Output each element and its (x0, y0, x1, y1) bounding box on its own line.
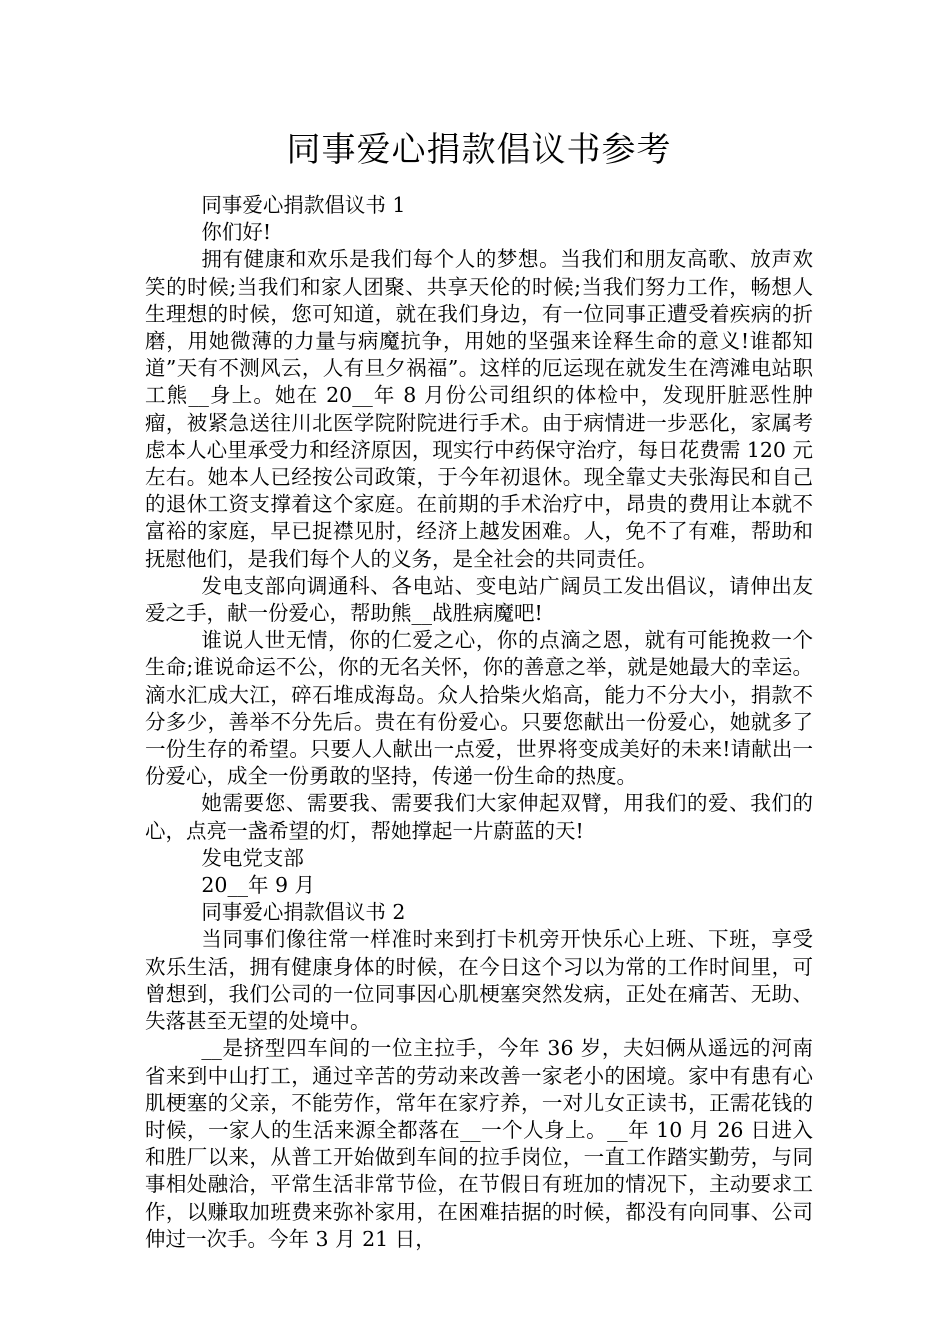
signature-organization: 发电党支部 (201, 845, 304, 870)
document-page (145, 120, 813, 1253)
paragraph: 拥有健康和欢乐是我们每个人的梦想。当我们和朋友高歌、放声欢笑的时候;当我们和家人团聚、共享天伦的时候;当我们努力工作，畅想人生理想的时候，您可知道，就在我们身边，有一位同事正遭受着疾病的折磨，用她微薄的力量与病魔抗争，用她的坚强来诠释生命的意义!谁都知道”天有不测风云，人有旦夕祸福”。这样的厄运现在就发生在湾滩电站职工熊__身上。她在 20__年 8 月份公司组织的体检中，发现肝脏恶性肿瘤，被紧急送往川北医学院附院进行手术。由于病情进一步恶化，家属考虑本人心里承受力和经济原因，现实行中药保守治疗，每日花费需 120 元左右。她本人已经按公司政策，于今年初退休。现全靠丈夫张海民和自己的退休工资支撑着这个家庭。在前期的手术治疗中，昂贵的费用让本就不富裕的家庭，早已捉襟见肘，经济上越发困难。人，免不了有难，帮助和抚慰他们，是我们每个人的义务，是全社会的共同责任。 (145, 247, 813, 571)
paragraph: 当同事们像往常一样准时来到打卡机旁开快乐心上班、下班，享受欢乐生活，拥有健康身体的时候，在今日这个习以为常的工作时间里，可曾想到，我们公司的一位同事因心肌梗塞突然发病，正处在痛苦、无助、失落甚至无望的处境中。 (145, 927, 813, 1034)
section-heading-1: 同事爱心捐款倡议书 1 (201, 193, 406, 217)
section-heading-2: 同事爱心捐款倡议书 2 (201, 900, 406, 925)
signature-date: 20__年 9 月 (201, 873, 316, 898)
greeting: 你们好! (201, 220, 272, 245)
paragraph: 她需要您、需要我、需要我们大家伸起双臂，用我们的爱、我们的心，点亮一盏希望的灯，帮她撑起一片蔚蓝的天! (145, 791, 813, 843)
paragraph: __是挤型四车间的一位主拉手，今年 36 岁，夫妇俩从遥远的河南省来到中山打工，通过辛苦的劳动来改善一家老小的困境。家中有患有心肌梗塞的父亲，不能劳作，常年在家疗养，一对儿女正读书，正需花钱的时候，一家人的生活来源全都落在__一个人身上。__年 10 月 26 日进入和胜厂以来，从普工开始做到车间的拉手岗位，一直工作踏实勤劳，与同事相处融洽，平常生活非常节俭，在节假日有班加的情况下，主动要求工作，以赚取加班费来弥补家用，在困难拮据的时候，都没有向同事、公司伸过一次手。今年 3 月 21 日， (145, 1036, 813, 1251)
document-title: 同事爱心捐款倡议书参考 (286, 130, 672, 170)
paragraph: 谁说人世无情，你的仁爱之心，你的点滴之恩，就有可能挽救一个生命;谁说命运不公，你的无名关怀，你的善意之举，就是她最大的幸运。滴水汇成大江，碎石堆成海岛。众人拾柴火焰高，能力不分大小，捐款不分多少，善举不分先后。贵在有份爱心。只要您献出一份爱心，她就多了一份生存的希望。只要人人献出一点爱，世界将变成美好的未来!请献出一份爱心，成全一份勇敢的坚持，传递一份生命的热度。 (145, 628, 813, 789)
paragraph: 发电支部向调通科、各电站、变电站广阔员工发出倡议，请伸出友爱之手，献一份爱心，帮助熊__战胜病魔吧! (145, 573, 813, 626)
